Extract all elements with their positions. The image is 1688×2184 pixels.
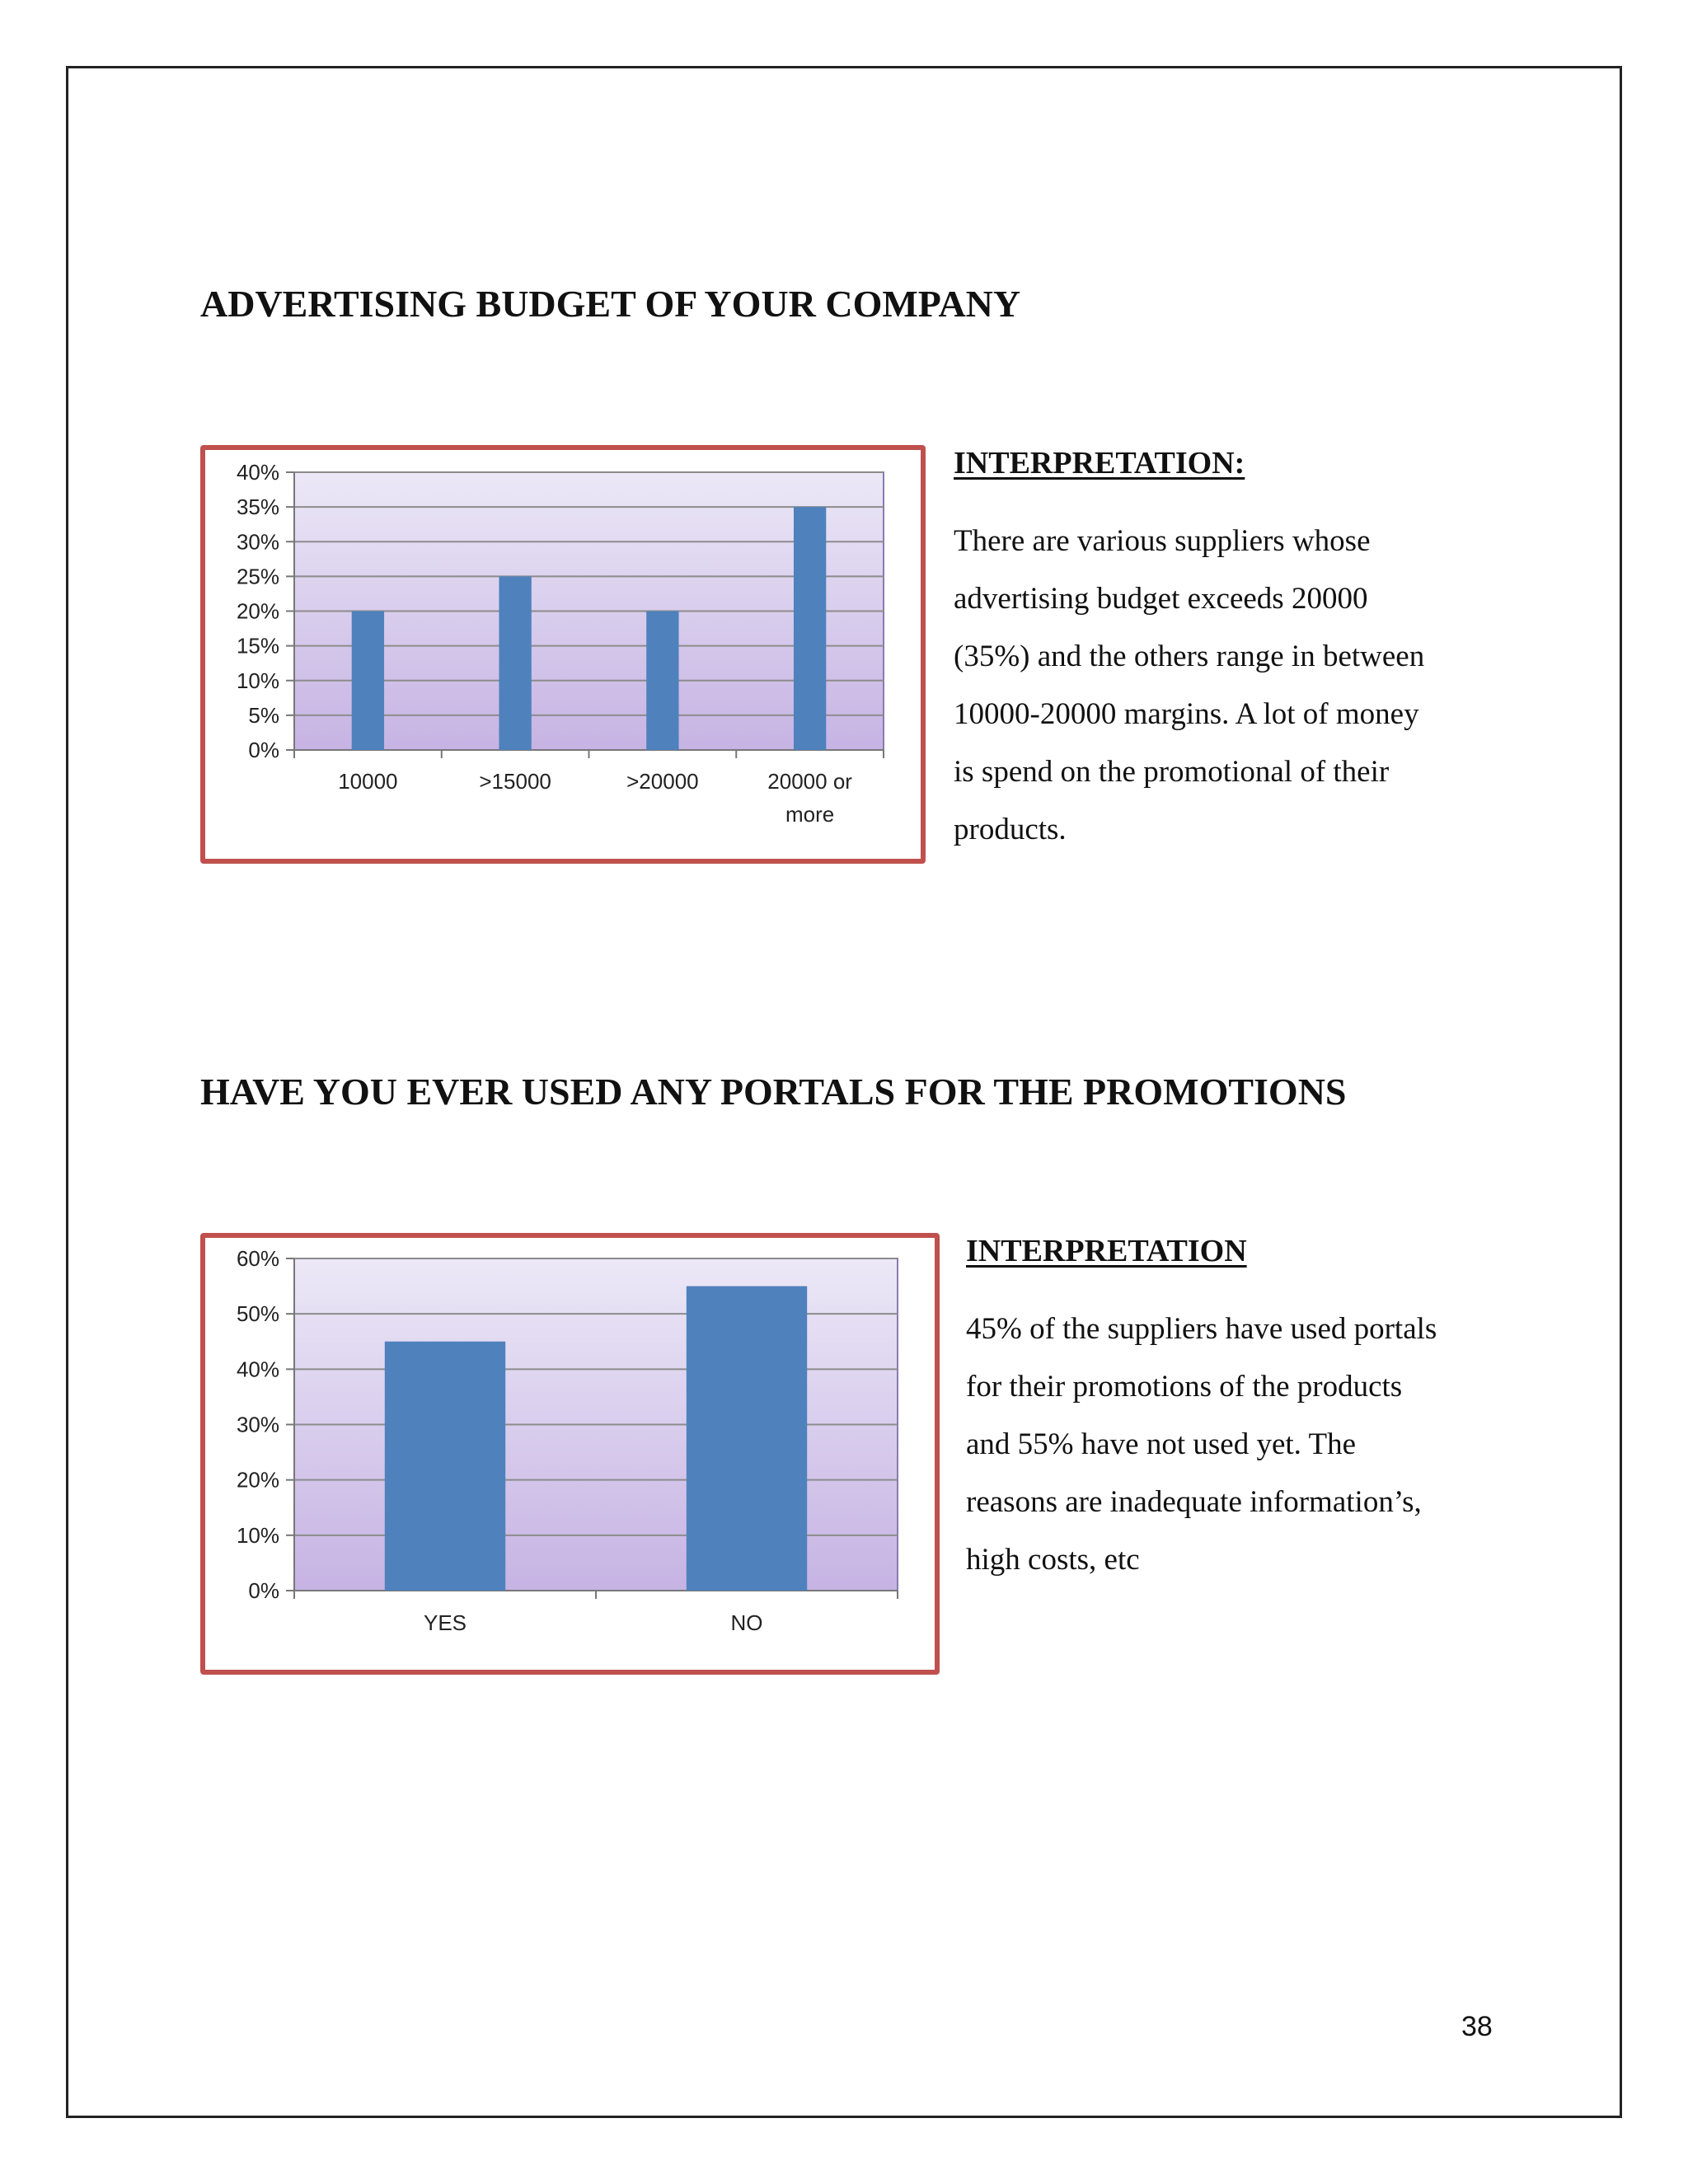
y-tick-label: 15% — [236, 633, 279, 658]
interpretation-1 — [954, 445, 1424, 859]
x-tick-label: >15000 — [479, 769, 551, 794]
bar — [499, 576, 531, 750]
y-tick-label: 25% — [236, 564, 279, 589]
bar — [646, 612, 678, 751]
x-tick-label: YES — [423, 1610, 467, 1635]
interpretation-1-line: products. — [954, 813, 1067, 846]
y-tick-label: 40% — [236, 460, 279, 485]
y-tick-label: 10% — [236, 668, 279, 693]
interpretation-2-line: 45% of the suppliers have used portals — [966, 1312, 1437, 1346]
y-tick-label: 60% — [236, 1246, 279, 1271]
interpretation-2 — [966, 1233, 1437, 1589]
interpretation-1-body — [954, 513, 1424, 859]
x-tick-label: 20000 or — [767, 769, 852, 794]
interpretation-1-line: advertising budget exceeds 20000 — [954, 582, 1368, 616]
bar — [687, 1286, 807, 1591]
section2-heading: HAVE YOU EVER USED ANY PORTALS FOR THE PROMOTIONS — [200, 1071, 1347, 1113]
bar — [385, 1342, 505, 1591]
x-tick-label: more — [785, 802, 835, 827]
x-tick-label: NO — [730, 1610, 763, 1635]
interpretation-2-line: and 55% have not used yet. The — [966, 1427, 1356, 1461]
interpretation-1-line: There are various suppliers whose — [954, 524, 1371, 558]
x-tick-label: >20000 — [626, 769, 699, 794]
advertising-budget-chart — [205, 450, 921, 859]
section1-heading: ADVERTISING BUDGET OF YOUR COMPANY — [200, 283, 1021, 325]
bar — [352, 612, 384, 751]
page-number: 38 — [1461, 2011, 1493, 2042]
y-tick-label: 10% — [236, 1522, 279, 1548]
bar — [794, 507, 826, 750]
interpretation-1-line: (35%) and the others range in between — [954, 640, 1425, 673]
y-tick-label: 30% — [236, 1412, 279, 1437]
y-tick-label: 20% — [236, 1467, 279, 1493]
chart-frame-1 — [200, 445, 926, 864]
interpretation-2-line: high costs, etc — [966, 1543, 1140, 1577]
portals-usage-chart — [205, 1238, 935, 1670]
y-tick-label: 40% — [236, 1357, 279, 1382]
y-tick-label: 35% — [236, 494, 279, 520]
interpretation-2-line: reasons are inadequate information’s, — [966, 1485, 1422, 1519]
interpretation-2-title: INTERPRETATION — [966, 1234, 1247, 1268]
y-tick-label: 30% — [236, 529, 279, 555]
y-tick-label: 20% — [236, 598, 279, 624]
interpretation-1-line: 10000-20000 margins. A lot of money — [954, 697, 1419, 731]
interpretation-2-body — [966, 1301, 1437, 1589]
interpretation-2-line: for their promotions of the products — [966, 1370, 1403, 1404]
y-tick-label: 50% — [236, 1301, 279, 1327]
interpretation-1-line: is spend on the promotional of their — [954, 755, 1390, 789]
y-tick-label: 0% — [248, 738, 279, 762]
y-tick-label: 5% — [248, 702, 279, 728]
y-tick-label: 0% — [248, 1578, 279, 1603]
x-tick-label: 10000 — [338, 769, 398, 794]
chart-frame-2 — [200, 1233, 940, 1675]
interpretation-1-title: INTERPRETATION: — [954, 446, 1245, 480]
